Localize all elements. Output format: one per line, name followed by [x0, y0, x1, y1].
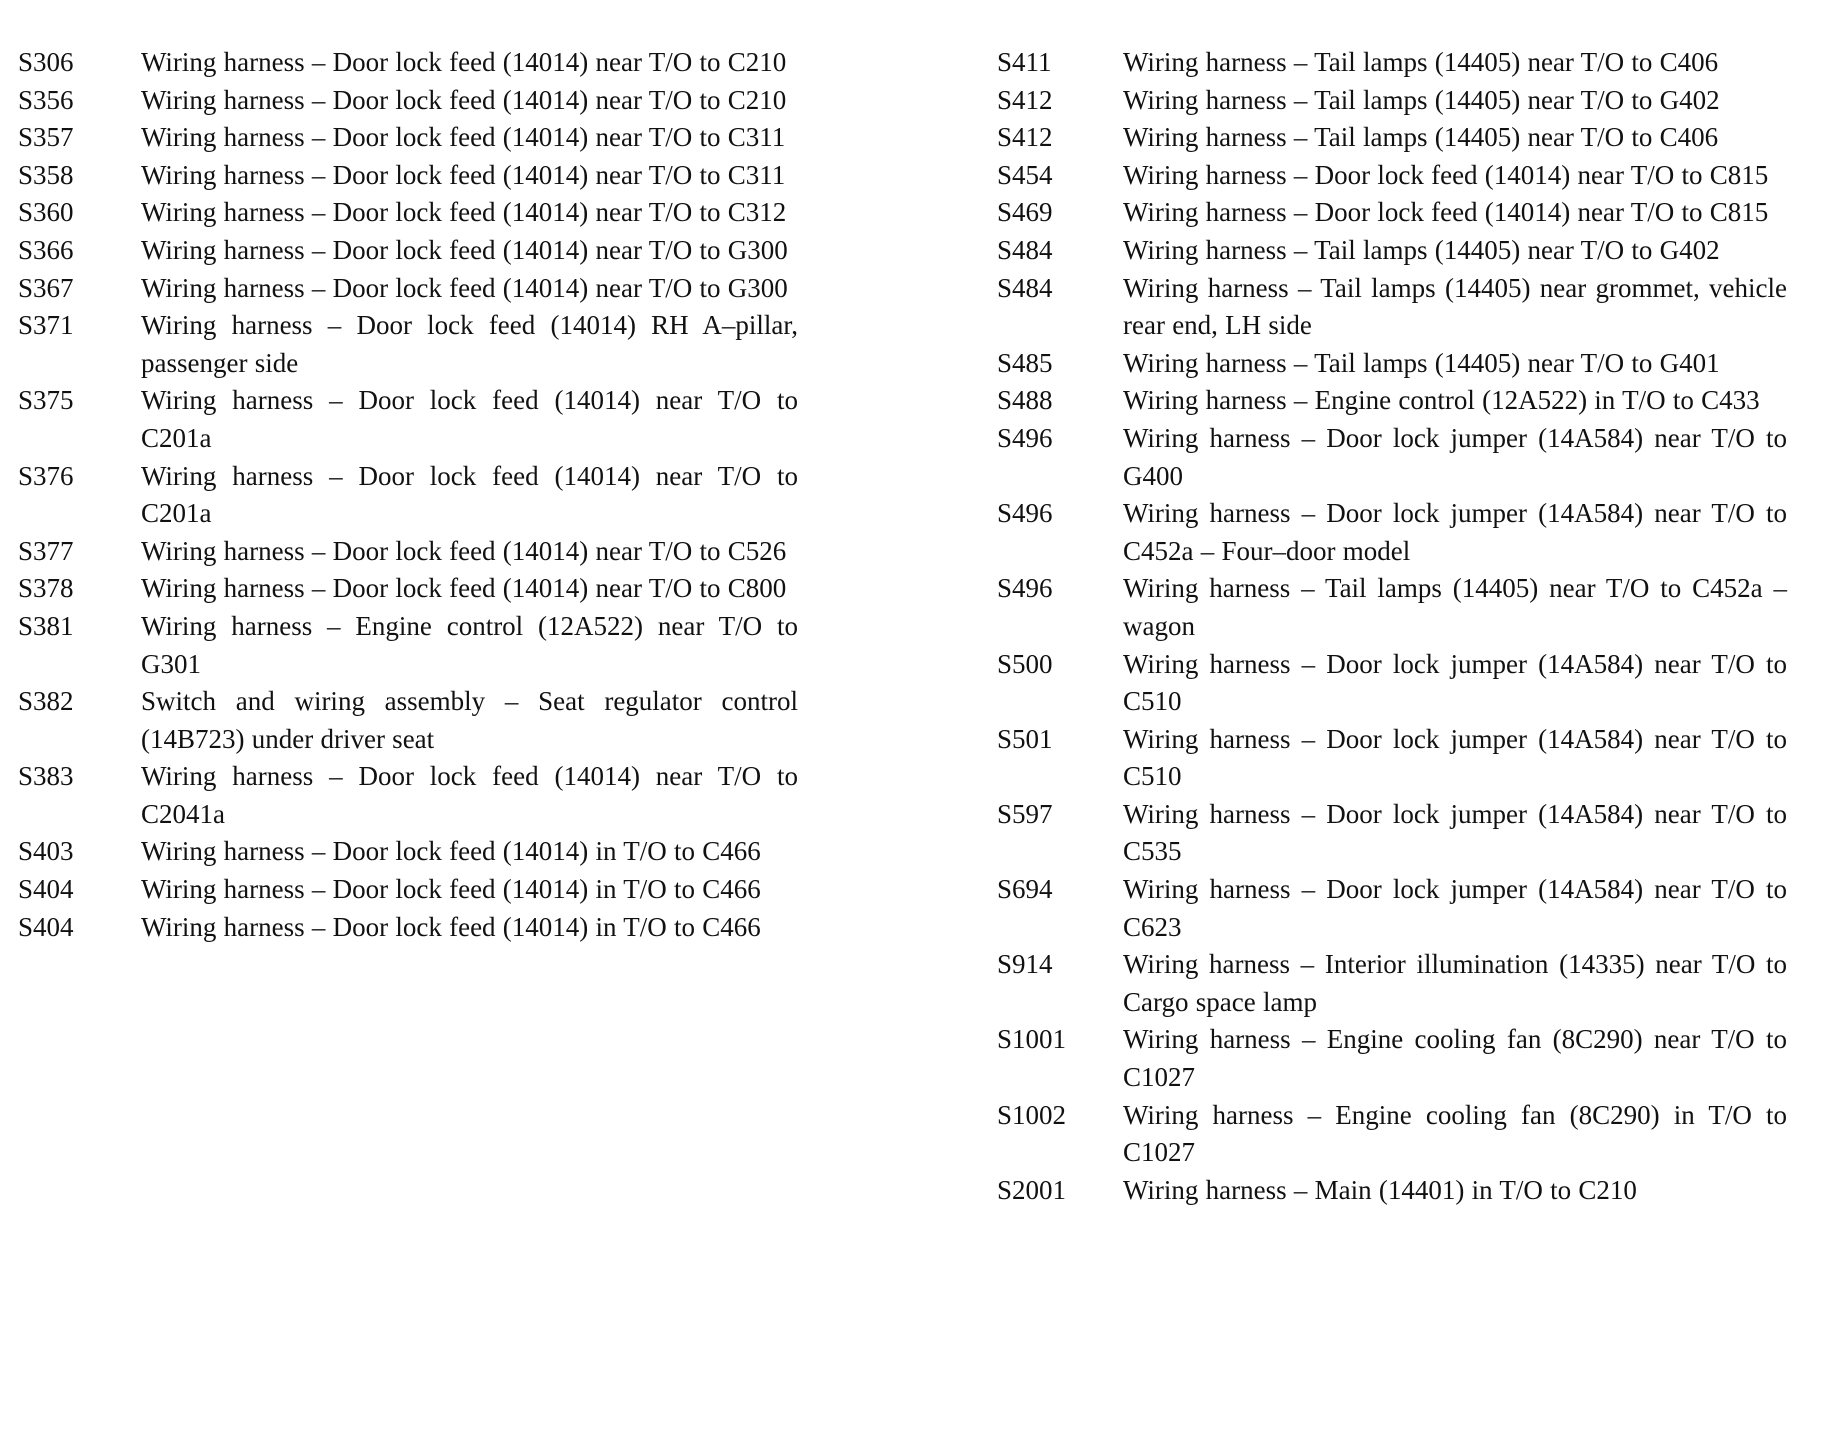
list-item — [18, 232, 798, 270]
splice-description: Wiring harness – Door lock feed (14014) near T/O to C815 — [1123, 159, 1769, 190]
splice-code: S485 — [997, 347, 1053, 378]
splice-code: S500 — [997, 648, 1053, 679]
splice-code: S597 — [997, 798, 1053, 829]
splice-code: S382 — [18, 686, 74, 717]
list-item — [997, 382, 1787, 420]
splice-code: S496 — [997, 573, 1053, 604]
list-item — [997, 1097, 1787, 1172]
splice-description: Wiring harness – Door lock feed (14014) in T/O to C466 — [141, 874, 761, 905]
list-item — [18, 458, 798, 533]
splice-description: Wiring harness – Door lock jumper (14A584) near T/O to C510 — [1123, 723, 1787, 792]
splice-code: S484 — [997, 234, 1053, 265]
list-item — [18, 683, 798, 758]
splice-description: Wiring harness – Main (14401) in T/O to C210 — [1123, 1174, 1637, 1205]
list-item — [997, 157, 1787, 195]
list-item — [18, 44, 798, 82]
splice-code: S2001 — [997, 1174, 1067, 1205]
splice-description: Wiring harness – Door lock jumper (14A584) near T/O to C535 — [1123, 798, 1787, 867]
list-item — [18, 119, 798, 157]
list-item — [18, 307, 798, 382]
splice-description: Wiring harness – Door lock jumper (14A584) near T/O to G400 — [1123, 422, 1787, 491]
splice-code: S412 — [997, 84, 1053, 115]
splice-code: S488 — [997, 385, 1053, 416]
splice-description: Wiring harness – Door lock feed (14014) near T/O to C800 — [141, 573, 787, 604]
list-item — [18, 382, 798, 457]
list-item — [18, 533, 798, 571]
list-item — [997, 44, 1787, 82]
splice-description: Wiring harness – Door lock feed (14014) near T/O to C201a — [141, 460, 798, 529]
splice-code: S377 — [18, 535, 74, 566]
left-column — [18, 44, 798, 946]
splice-code: S376 — [18, 460, 74, 491]
splice-description: Wiring harness – Door lock feed (14014) RH A–pillar, passenger side — [141, 310, 798, 378]
splice-description: Wiring harness – Engine control (12A522) in T/O to C433 — [1123, 385, 1760, 416]
list-item — [997, 946, 1787, 1021]
splice-code: S383 — [18, 761, 74, 792]
splice-code: S378 — [18, 573, 74, 604]
splice-description: Wiring harness – Tail lamps (14405) near T/O to C406 — [1123, 122, 1719, 153]
splice-description: Wiring harness – Door lock jumper (14A584) near T/O to C510 — [1123, 648, 1787, 717]
splice-description: Wiring harness – Door lock feed (14014) in T/O to C466 — [141, 836, 761, 867]
splice-code: S694 — [997, 874, 1053, 905]
splice-description: Wiring harness – Door lock feed (14014) near T/O to C2041a — [141, 761, 798, 829]
list-item — [18, 570, 798, 608]
splice-code: S356 — [18, 84, 74, 115]
list-item — [997, 871, 1787, 946]
splice-code: S404 — [18, 911, 74, 942]
splice-description: Wiring harness – Door lock jumper (14A584) near T/O to C623 — [1123, 874, 1787, 942]
splice-description: Wiring harness – Tail lamps (14405) near T/O to C452a – wagon — [1123, 573, 1787, 641]
splice-description: Wiring harness – Tail lamps (14405) near grommet, vehicle rear end, LH side — [1123, 272, 1787, 341]
list-item — [18, 871, 798, 909]
list-item — [997, 721, 1787, 796]
right-column — [997, 44, 1787, 1209]
splice-code: S501 — [997, 723, 1053, 754]
list-item — [18, 833, 798, 871]
list-item — [997, 1172, 1787, 1210]
list-item — [18, 194, 798, 232]
splice-description: Wiring harness – Door lock feed (14014) near T/O to C526 — [141, 535, 787, 566]
splice-code: S403 — [18, 836, 74, 867]
list-item — [18, 82, 798, 120]
list-item — [18, 758, 798, 833]
list-item — [18, 270, 798, 308]
list-item — [997, 232, 1787, 270]
splice-code: S496 — [997, 498, 1053, 529]
list-item — [997, 345, 1787, 383]
splice-code: S404 — [18, 874, 74, 905]
splice-description: Wiring harness – Door lock jumper (14A584) near T/O to C452a – Four–door model — [1123, 498, 1787, 566]
list-item — [997, 1021, 1787, 1096]
splice-description: Switch and wiring assembly – Seat regulator control (14B723) under driver seat — [141, 686, 798, 754]
splice-description: Wiring harness – Door lock feed (14014) near T/O to C201a — [141, 385, 798, 453]
list-item — [18, 608, 798, 683]
list-item — [18, 909, 798, 947]
splice-description: Wiring harness – Tail lamps (14405) near T/O to C406 — [1123, 47, 1719, 77]
list-item — [997, 420, 1787, 495]
splice-description: Wiring harness – Door lock feed (14014) near T/O to C815 — [1123, 197, 1769, 228]
splice-code: S357 — [18, 122, 74, 153]
splice-description: Wiring harness – Door lock feed (14014) in T/O to C466 — [141, 911, 761, 942]
splice-code: S914 — [997, 949, 1053, 980]
splice-code: S371 — [18, 310, 74, 341]
splice-description: Wiring harness – Door lock feed (14014) near T/O to C210 — [141, 84, 787, 115]
splice-code: S375 — [18, 385, 74, 416]
splice-code: S412 — [997, 122, 1053, 153]
splice-description: Wiring harness – Interior illumination (14335) near T/O to Cargo space lamp — [1123, 949, 1787, 1017]
list-item — [997, 194, 1787, 232]
splice-description: Wiring harness – Engine control (12A522) near T/O to G301 — [141, 610, 798, 679]
splice-code: S367 — [18, 272, 74, 303]
splice-description: Wiring harness – Door lock feed (14014) near T/O to C311 — [141, 159, 786, 190]
splice-description: Wiring harness – Tail lamps (14405) near T/O to G402 — [1123, 84, 1720, 115]
splice-description: Wiring harness – Door lock feed (14014) near T/O to G300 — [141, 272, 788, 303]
splice-code: S360 — [18, 197, 74, 228]
list-item — [997, 119, 1787, 157]
splice-code: S469 — [997, 197, 1053, 228]
splice-description: Wiring harness – Engine cooling fan (8C290) in T/O to C1027 — [1123, 1099, 1787, 1168]
splice-description: Wiring harness – Tail lamps (14405) near T/O to G401 — [1123, 347, 1720, 378]
list-item — [997, 82, 1787, 120]
list-item — [997, 646, 1787, 721]
splice-code: S1002 — [997, 1099, 1067, 1130]
splice-code: S411 — [997, 47, 1052, 77]
splice-description: Wiring harness – Door lock feed (14014) near T/O to C312 — [141, 197, 787, 228]
splice-description: Wiring harness – Tail lamps (14405) near T/O to G402 — [1123, 234, 1720, 265]
splice-code: S454 — [997, 159, 1053, 190]
splice-code: S496 — [997, 422, 1053, 453]
list-item — [997, 495, 1787, 570]
list-item — [997, 570, 1787, 645]
splice-description: Wiring harness – Door lock feed (14014) near T/O to G300 — [141, 234, 788, 265]
splice-code: S306 — [18, 47, 74, 77]
list-item — [18, 157, 798, 195]
splice-description: Wiring harness – Engine cooling fan (8C290) near T/O to C1027 — [1123, 1024, 1787, 1093]
splice-code: S366 — [18, 234, 74, 265]
splice-code: S1001 — [997, 1024, 1067, 1055]
splice-code: S381 — [18, 610, 74, 641]
list-item — [997, 796, 1787, 871]
list-item — [997, 270, 1787, 345]
splice-code: S484 — [997, 272, 1053, 303]
splice-description: Wiring harness – Door lock feed (14014) near T/O to C210 — [141, 47, 787, 77]
splice-description: Wiring harness – Door lock feed (14014) near T/O to C311 — [141, 122, 786, 153]
splice-code: S358 — [18, 159, 74, 190]
